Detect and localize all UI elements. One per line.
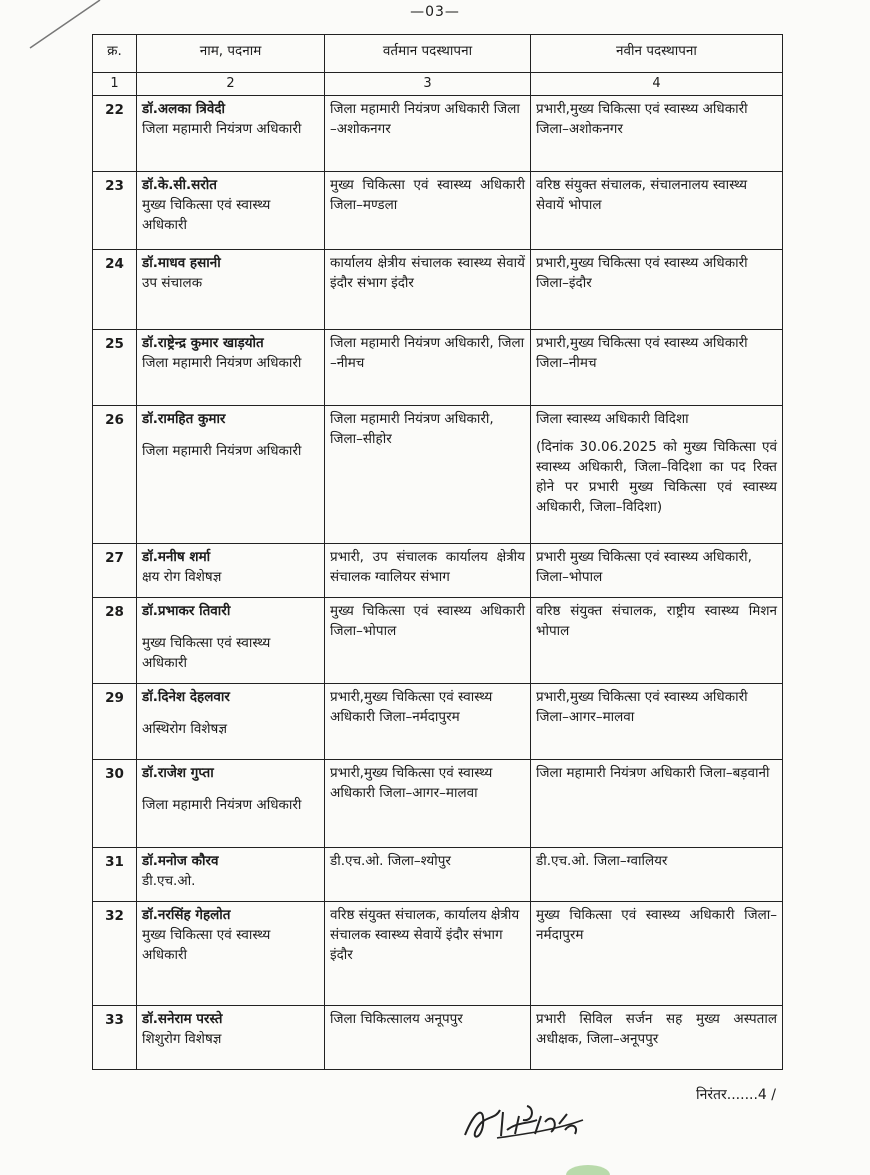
column-index: 1 [93, 73, 137, 96]
header-new-posting: नवीन पदस्थापना [531, 35, 783, 73]
officer-name: डॉ.अलका त्रिवेदी [142, 101, 225, 117]
officer-name: डॉ.मनोज कौरव [142, 853, 219, 869]
current-posting-cell: जिला चिकित्सालय अनूपपुर [325, 1006, 531, 1070]
officer-designation: अस्थिरोग विशेषज्ञ [142, 721, 227, 737]
header-current-posting: वर्तमान पदस्थापना [325, 35, 531, 73]
table-row [93, 330, 783, 406]
officer-designation: उप संचालक [142, 275, 203, 291]
new-posting-cell [531, 406, 783, 544]
serial-number: 22 [93, 96, 137, 172]
signature-image [455, 1090, 605, 1150]
name-cell [137, 902, 325, 1006]
table-row [93, 544, 783, 598]
table-row [93, 406, 783, 544]
new-posting-cell: प्रभारी,मुख्य चिकित्सा एवं स्वास्थ्य अधिकारी जिला–आगर–मालवा [531, 684, 783, 760]
table-row [93, 902, 783, 1006]
serial-number: 31 [93, 848, 137, 902]
table-row [93, 848, 783, 902]
header-name: नाम, पदनाम [137, 35, 325, 73]
serial-number: 26 [93, 406, 137, 544]
new-posting-cell: प्रभारी सिविल सर्जन सह मुख्य अस्पताल अधीक्षक, जिला–अनूपपुर [531, 1006, 783, 1070]
table-row [93, 1006, 783, 1070]
name-cell [137, 250, 325, 330]
officer-designation: जिला महामारी नियंत्रण अधिकारी [142, 121, 302, 137]
officer-name: डॉ.नरसिंह गेहलोत [142, 907, 231, 923]
name-cell [137, 760, 325, 848]
table-row [93, 172, 783, 250]
current-posting-cell: जिला महामारी नियंत्रण अधिकारी, जिला –नीमच [325, 330, 531, 406]
officer-name: डॉ.सनेराम परस्ते [142, 1011, 223, 1027]
officer-designation: जिला महामारी नियंत्रण अधिकारी [142, 797, 302, 813]
serial-number: 32 [93, 902, 137, 1006]
name-cell [137, 406, 325, 544]
name-cell [137, 330, 325, 406]
serial-number: 28 [93, 598, 137, 684]
name-cell [137, 96, 325, 172]
officer-designation: डी.एच.ओ. [142, 873, 196, 889]
name-cell [137, 544, 325, 598]
new-posting-cell: प्रभारी,मुख्य चिकित्सा एवं स्वास्थ्य अधिकारी जिला–अशोकनगर [531, 96, 783, 172]
officer-name: डॉ.राजेश गुप्ता [142, 765, 214, 781]
officer-designation: मुख्य चिकित्सा एवं स्वास्थ्य अधिकारी [142, 927, 271, 963]
serial-number: 25 [93, 330, 137, 406]
continued-note: निरंतर.......4 / [695, 1087, 776, 1103]
officer-name: डॉ.मनीष शर्मा [142, 549, 211, 565]
column-index: 3 [325, 73, 531, 96]
table-row [93, 760, 783, 848]
officer-name: डॉ.राष्ट्रेन्द्र कुमार खाड़योत [142, 335, 264, 351]
current-posting-cell: जिला महामारी नियंत्रण अधिकारी, जिला–सीहोर [325, 406, 531, 544]
column-index-row [93, 73, 783, 96]
new-posting: जिला स्वास्थ्य अधिकारी विदिशा [536, 411, 689, 427]
new-posting-note: (दिनांक 30.06.2025 को मुख्य चिकित्सा एवं स्वास्थ्य अधिकारी, जिला–विदिशा का पद रिक्त होने पर प्रभारी मुख्य चिकित्सा एवं स्वास्थ्य अधिकारी, जिला–विदिशा) [536, 439, 777, 515]
name-cell [137, 598, 325, 684]
new-posting-cell: डी.एच.ओ. जिला–ग्वालियर [531, 848, 783, 902]
header-serial: क्र. [93, 35, 137, 73]
current-posting-cell: मुख्य चिकित्सा एवं स्वास्थ्य अधिकारी जिला–भोपाल [325, 598, 531, 684]
officer-name: डॉ.रामहित कुमार [142, 411, 226, 427]
serial-number: 23 [93, 172, 137, 250]
officer-designation: जिला महामारी नियंत्रण अधिकारी [142, 355, 302, 371]
column-index: 4 [531, 73, 783, 96]
officer-designation: शिशुरोग विशेषज्ञ [142, 1031, 222, 1047]
serial-number: 27 [93, 544, 137, 598]
officer-name: डॉ.दिनेश देहलवार [142, 689, 230, 705]
current-posting-cell: मुख्य चिकित्सा एवं स्वास्थ्य अधिकारी जिला–मण्डला [325, 172, 531, 250]
name-cell [137, 172, 325, 250]
new-posting-cell: प्रभारी मुख्य चिकित्सा एवं स्वास्थ्य अधिकारी, जिला–भोपाल [531, 544, 783, 598]
name-cell [137, 848, 325, 902]
table-row [93, 684, 783, 760]
serial-number: 30 [93, 760, 137, 848]
current-posting-cell: वरिष्ठ संयुक्त संचालक, कार्यालय क्षेत्रीय संचालक स्वास्थ्य सेवायें इंदौर संभाग इंदौर [325, 902, 531, 1006]
serial-number: 33 [93, 1006, 137, 1070]
name-cell [137, 684, 325, 760]
serial-number: 24 [93, 250, 137, 330]
officer-name: डॉ.प्रभाकर तिवारी [142, 603, 231, 619]
current-posting-cell: प्रभारी,मुख्य चिकित्सा एवं स्वास्थ्य अधिकारी जिला–नर्मदापुरम [325, 684, 531, 760]
officer-designation: मुख्य चिकित्सा एवं स्वास्थ्य अधिकारी [142, 635, 271, 671]
green-stamp-mark [560, 1155, 620, 1175]
page-number: —03— [410, 4, 460, 20]
new-posting-cell: वरिष्ठ संयुक्त संचालक, संचालनालय स्वास्थ्य सेवायें भोपाल [531, 172, 783, 250]
new-posting-cell: वरिष्ठ संयुक्त संचालक, राष्ट्रीय स्वास्थ्य मिशन भोपाल [531, 598, 783, 684]
table-row [93, 598, 783, 684]
officer-name: डॉ.के.सी.सरोत [142, 177, 217, 193]
new-posting-cell: मुख्य चिकित्सा एवं स्वास्थ्य अधिकारी जिला–नर्मदापुरम [531, 902, 783, 1006]
name-cell [137, 1006, 325, 1070]
transfer-table [92, 34, 783, 1070]
officer-name: डॉ.माधव हसानी [142, 255, 221, 271]
current-posting-cell: जिला महामारी नियंत्रण अधिकारी जिला –अशोकनगर [325, 96, 531, 172]
current-posting-cell: डी.एच.ओ. जिला–श्योपुर [325, 848, 531, 902]
current-posting-cell: कार्यालय क्षेत्रीय संचालक स्वास्थ्य सेवायें इंदौर संभाग इंदौर [325, 250, 531, 330]
header-row [93, 35, 783, 73]
column-index: 2 [137, 73, 325, 96]
new-posting-cell: प्रभारी,मुख्य चिकित्सा एवं स्वास्थ्य अधिकारी जिला–इंदौर [531, 250, 783, 330]
current-posting-cell: प्रभारी, उप संचालक कार्यालय क्षेत्रीय संचालक ग्वालियर संभाग [325, 544, 531, 598]
new-posting-cell: जिला महामारी नियंत्रण अधिकारी जिला–बड़वानी [531, 760, 783, 848]
serial-number: 29 [93, 684, 137, 760]
new-posting-cell: प्रभारी,मुख्य चिकित्सा एवं स्वास्थ्य अधिकारी जिला–नीमच [531, 330, 783, 406]
table-row [93, 250, 783, 330]
officer-designation: मुख्य चिकित्सा एवं स्वास्थ्य अधिकारी [142, 197, 271, 233]
table-row [93, 96, 783, 172]
officer-designation: क्षय रोग विशेषज्ञ [142, 569, 222, 585]
current-posting-cell: प्रभारी,मुख्य चिकित्सा एवं स्वास्थ्य अधिकारी जिला–आगर–मालवा [325, 760, 531, 848]
officer-designation: जिला महामारी नियंत्रण अधिकारी [142, 443, 302, 459]
